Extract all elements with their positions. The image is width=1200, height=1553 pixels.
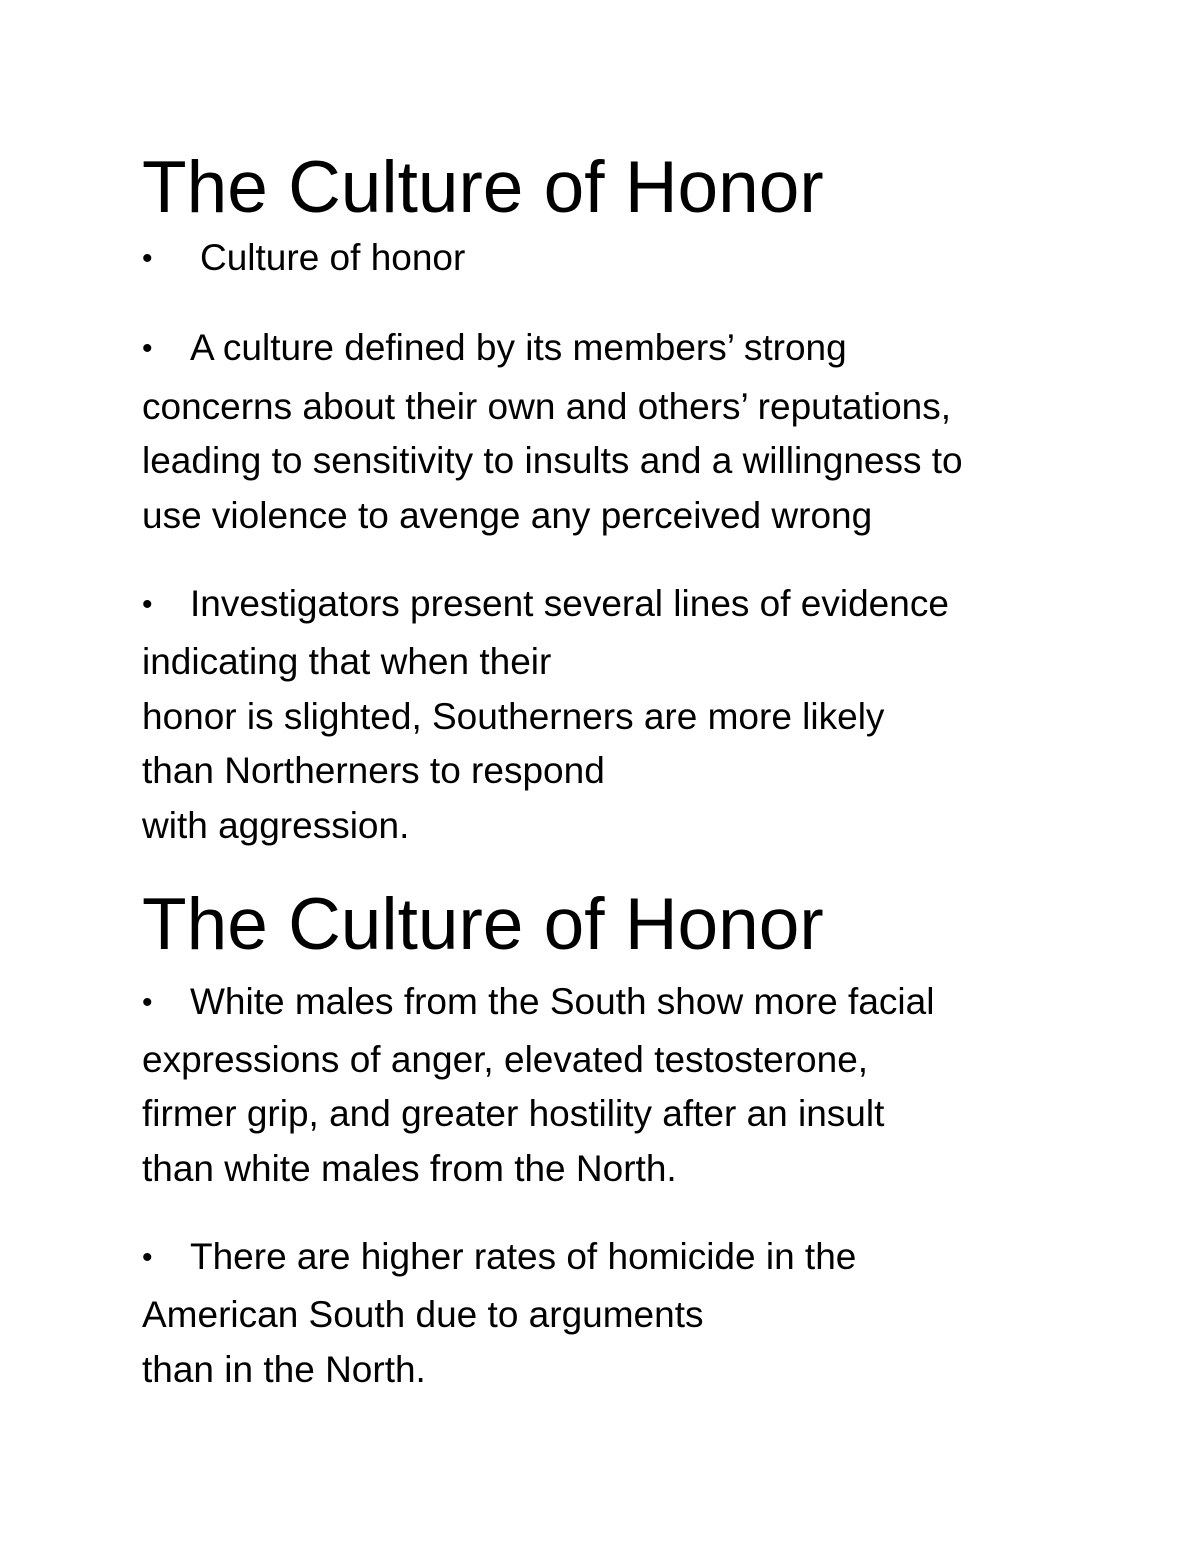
- bullet-item-4-line: than in the North.: [142, 1349, 426, 1390]
- section-2-title: The Culture of Honor: [142, 884, 824, 965]
- bullet-item-1-first-line: [142, 326, 847, 371]
- bullet-item-2-line: than Northerners to respond: [142, 750, 605, 791]
- bullet-item-2-line: honor is slighted, Southerners are more likely: [142, 696, 885, 737]
- bullet-item-3-line: firmer grip, and greater hostility after an insult: [142, 1093, 885, 1134]
- subtitle-text: Culture of honor: [200, 237, 466, 278]
- bullet-icon: •: [142, 332, 153, 365]
- bullet-item-2-first-line: [142, 582, 949, 627]
- bullet-item-1-line: use violence to avenge any perceived wrong: [142, 495, 873, 536]
- bullet-item-2-line: indicating that when their: [142, 641, 552, 682]
- bullet-text: There are higher rates of homicide in the: [190, 1236, 857, 1277]
- bullet-item-3-line: expressions of anger, elevated testosterone,: [142, 1039, 869, 1080]
- bullet-item-2-line: with aggression.: [142, 805, 410, 846]
- bullet-item-1-line: concerns about their own and others’ reputations,: [142, 386, 952, 427]
- bullet-text: Investigators present several lines of evidence: [190, 583, 949, 624]
- bullet-item-4-line: American South due to arguments: [142, 1294, 704, 1335]
- section-1-title: The Culture of Honor: [142, 147, 824, 228]
- bullet-icon: •: [142, 588, 153, 621]
- bullet-item-3-line: than white males from the North.: [142, 1148, 677, 1189]
- bullet-text: White males from the South show more facial: [190, 981, 935, 1022]
- bullet-icon: •: [142, 242, 153, 275]
- bullet-text: A culture defined by its members’ strong: [190, 327, 847, 368]
- bullet-icon: •: [142, 986, 153, 1019]
- bullet-item-1-line: leading to sensitivity to insults and a willingness to: [142, 440, 963, 481]
- bullet-icon: •: [142, 1241, 153, 1274]
- section-1-subtitle: [142, 236, 465, 281]
- bullet-item-4-first-line: [142, 1235, 856, 1280]
- bullet-item-3-first-line: [142, 980, 934, 1025]
